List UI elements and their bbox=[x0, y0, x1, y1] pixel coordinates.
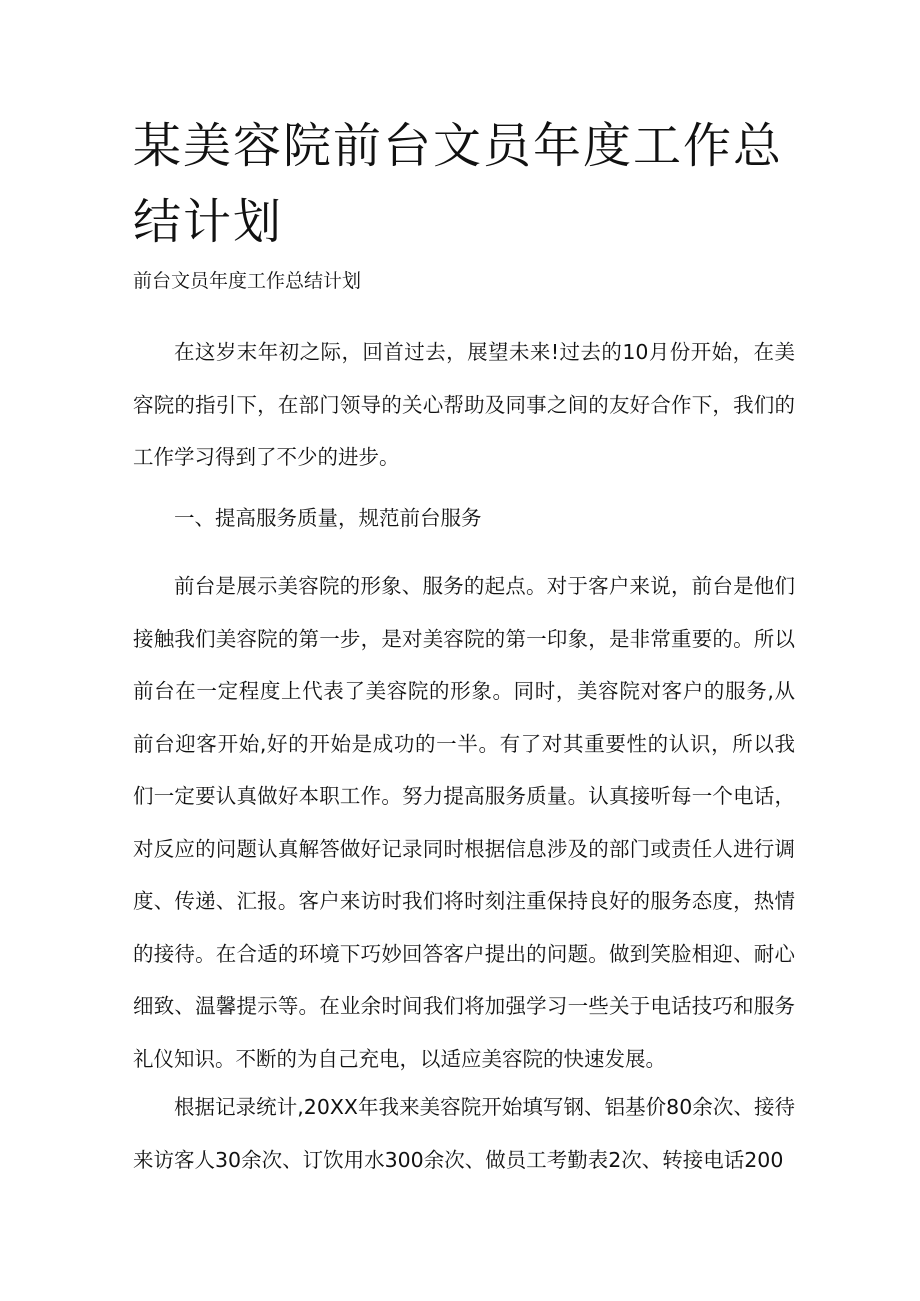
body-paragraph: 前台是展示美容院的形象、服务的起点。对于客户来说，前台是他们接触我们美容院的第一步，是对美容院的第一印象，是非常重要的。所以前台在一定程度上代表了美容院的形象。同时，美容院对客户的服务,从前台迎客开始,好的开始是成功的一半。有了对其重要性的认识，所以我们一定要认真做好本职工作。努力提高服务质量。认真接听每一个电话，对反应的问题认真解答做好记录同时根据信息涉及的部门或责任人进行调度、传递、汇报。客户来访时我们将时刻注重保持良好的服务态度，热情的接待。在合适的环境下巧妙回答客户提出的问题。做到笑脸相迎、耐心细致、温馨提示等。在业余时间我们将加强学习一些关于电话技巧和服务礼仪知识。不断的为自己充电，以适应美容院的快速发展。 bbox=[133, 574, 795, 1071]
document-subtitle: 前台文员年度工作总结计划 bbox=[133, 270, 362, 292]
section-heading: 一、提高服务质量，规范前台服务 bbox=[174, 506, 482, 530]
document-title: 某美容院前台文员年度工作总结计划 bbox=[133, 118, 784, 250]
statistics-paragraph: 根据记录统计,20XX年我来美容院开始填写钢、铝基价80余次、接待来访客人30余次、订饮用水300余次、做员工考勤表2次、转接电话200 bbox=[133, 1095, 795, 1172]
intro-paragraph: 在这岁末年初之际，回首过去，展望未来!过去的10月份开始，在美容院的指引下，在部门领导的关心帮助及同事之间的友好合作下，我们的工作学习得到了不少的进步。 bbox=[133, 340, 795, 469]
